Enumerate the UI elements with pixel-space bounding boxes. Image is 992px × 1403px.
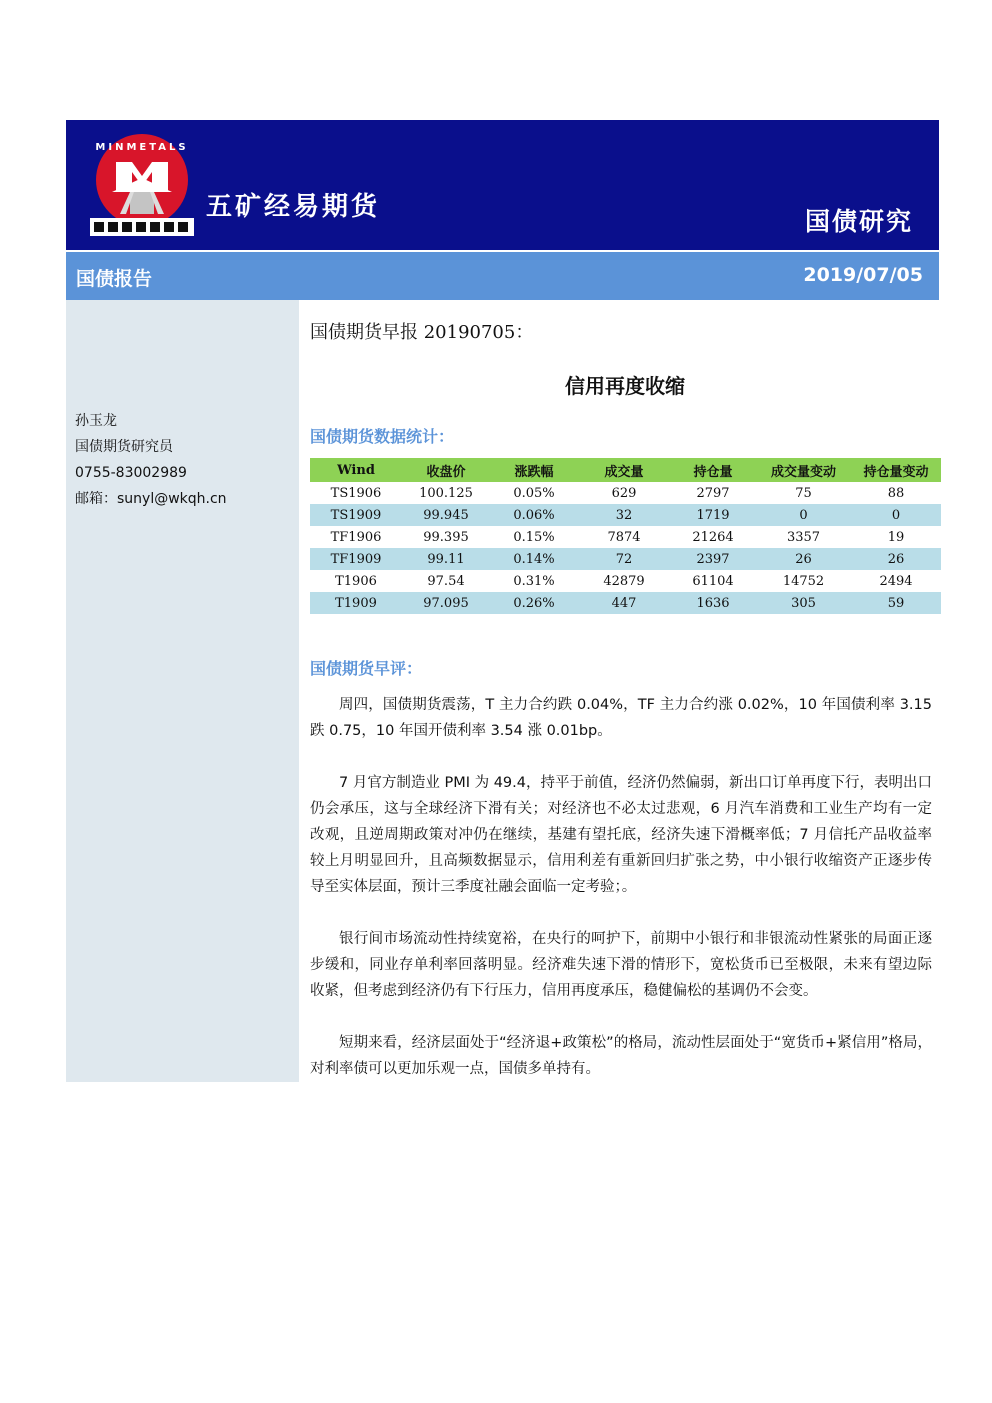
table-cell: 0.15% [513, 529, 555, 545]
table-header: 持仓量变动 [851, 458, 941, 482]
minmetals-logo [90, 132, 194, 240]
table-cell: TS1909 [310, 504, 402, 526]
table-cell: 26 [756, 548, 851, 570]
table-row [310, 570, 941, 592]
table-cell: 19 [887, 529, 905, 545]
category-bar [66, 252, 939, 300]
table-cell: 7874 [607, 529, 641, 545]
table-cell: 88 [887, 485, 905, 501]
table-row [310, 482, 941, 504]
table-header: 成交量变动 [756, 458, 851, 482]
table-cell: 75 [795, 485, 812, 501]
table-cell: 42879 [603, 573, 645, 589]
table-cell: 1636 [670, 592, 756, 614]
table-cell: 0.14% [490, 548, 578, 570]
table-cell: T1906 [335, 573, 377, 589]
table-row [310, 592, 941, 614]
author-info [75, 408, 227, 512]
table-cell: 447 [578, 592, 670, 614]
table-row [310, 504, 941, 526]
table-cell: TS1906 [330, 485, 382, 501]
svg-text:MINMETALS: MINMETALS [95, 142, 189, 153]
table-cell: 32 [578, 504, 670, 526]
table-cell: TF1906 [330, 529, 382, 545]
headline: 信用再度收缩 [565, 374, 685, 398]
table-header: 收盘价 [402, 458, 490, 482]
sidebar [66, 300, 299, 1082]
table-cell: 2494 [879, 573, 913, 589]
table-cell: 0.31% [513, 573, 555, 589]
paragraph: 周四，国债期货震荡，T 主力合约跌 0.04%，TF 主力合约涨 0.02%，10 年国债利率 3.15 跌 0.75，10 年国开债利率 3.54 涨 0.01bp。 [310, 697, 932, 739]
report-header [66, 120, 939, 250]
report-title: 国债期货早报 20190705： [310, 322, 534, 343]
report-category: 国债报告 [76, 268, 153, 290]
table-cell: 26 [851, 548, 941, 570]
paragraph: 银行间市场流动性持续宽裕，在央行的呵护下，前期中小银行和非银流动性紧张的局面正逐步缓和，同业存单利率回落明显。经济难失速下滑的情形下，宽松货币已至极限，未来有望边际收紧，但考虑到经济仍有下行压力，信用再度承压，稳健偏松的基调仍不会变。 [310, 931, 932, 999]
table-header: Wind [310, 458, 402, 482]
table-cell: 0.26% [490, 592, 578, 614]
futures-stats-table [310, 458, 941, 614]
table-cell: 629 [611, 485, 637, 501]
report-date: 2019/07/05 [803, 264, 923, 286]
table-row [310, 526, 941, 548]
table-cell: TF1909 [310, 548, 402, 570]
table-cell: 97.095 [402, 592, 490, 614]
table-cell: 305 [756, 592, 851, 614]
table-cell: T1909 [310, 592, 402, 614]
table-header-row [310, 458, 941, 482]
table-cell: 61104 [692, 573, 734, 589]
table-cell: 72 [578, 548, 670, 570]
table-header: 成交量 [578, 458, 670, 482]
author-title: 国债期货研究员 [75, 439, 173, 455]
table-header: 持仓量 [670, 458, 756, 482]
table-cell: 100.125 [419, 485, 473, 501]
table-row [310, 548, 941, 570]
table-cell: 0 [756, 504, 851, 526]
table-cell: 99.11 [402, 548, 490, 570]
stats-heading: 国债期货数据统计： [310, 427, 455, 446]
paragraph: 短期来看，经济层面处于“经济退+政策松”的格局，流动性层面处于“宽货币+紧信用”格局，对利率债可以更加乐观一点，国债多单持有。 [310, 1035, 932, 1077]
table-cell: 1719 [670, 504, 756, 526]
table-cell: 21264 [692, 529, 734, 545]
table-cell: 59 [851, 592, 941, 614]
table-cell: 0.05% [513, 485, 555, 501]
table-cell: 3357 [786, 529, 821, 545]
section-title: 国债研究 [804, 207, 913, 236]
table-header: 涨跌幅 [490, 458, 578, 482]
table-cell: 97.54 [427, 573, 465, 589]
table-cell: 0.06% [490, 504, 578, 526]
table-cell: 2797 [696, 485, 730, 501]
author-name: 孙玉龙 [75, 413, 117, 429]
table-cell: 0 [851, 504, 941, 526]
author-email: 邮箱：sunyl@wkqh.cn [75, 491, 227, 507]
table-cell: 2397 [670, 548, 756, 570]
comment-heading: 国债期货早评： [310, 659, 423, 678]
company-name: 五矿经易期货 [206, 192, 381, 222]
table-cell: 99.395 [423, 529, 469, 545]
table-cell: 14752 [782, 573, 825, 589]
author-phone: 0755-83002989 [75, 465, 187, 481]
table-cell: 99.945 [402, 504, 490, 526]
paragraph: 7 月官方制造业 PMI 为 49.4，持平于前值，经济仍然偏弱，新出口订单再度下行，表明出口仍会承压，这与全球经济下滑有关；对经济也不必太过悲观，6 月汽车消费和工业生产均有一定改观，且逆周期政策对冲仍在继续，基建有望托底，经济失速下滑概率低；7 月信托产品收益率较上月明显回升，且高频数据显示，信用利差有重新回归扩张之势，中小银行收缩资产正逐步传导至实体层面，预计三季度社融会面临一定考验；。 [310, 775, 932, 895]
